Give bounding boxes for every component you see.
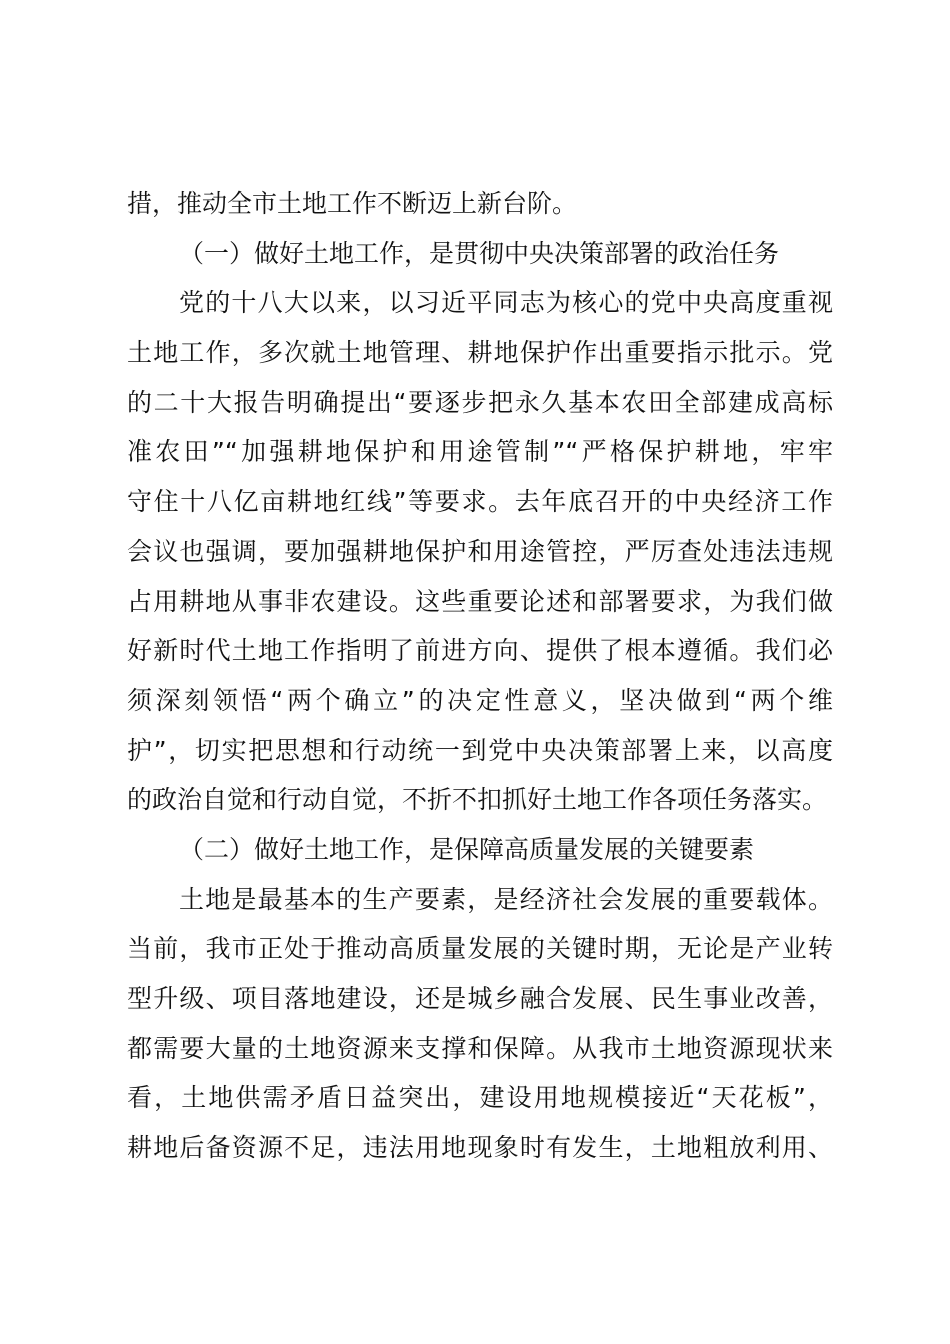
text-line: 土地工作，多次就土地管理、耕地保护作出重要指示批示。党 [127, 338, 833, 368]
text-line: 党的十八大以来，以习近平同志为核心的党中央高度重视 [179, 288, 833, 318]
text-line: 耕地后备资源不足，违法用地现象时有发生，土地粗放利用、 [127, 1133, 833, 1163]
text-line: 护”，切实把思想和行动统一到党中央决策部署上来，以高度 [127, 735, 833, 765]
text-line: 型升级、项目落地建设，还是城乡融合发展、民生事业改善， [127, 984, 833, 1013]
text-line: 守住十八亿亩耕地红线”等要求。去年底召开的中央经济工作 [127, 487, 833, 517]
section-heading-1: （一）做好土地工作，是贯彻中央决策部署的政治任务 [179, 238, 780, 268]
text-line: 措，推动全市土地工作不断迈上新台阶。 [127, 189, 578, 218]
text-line: 都需要大量的土地资源来支撑和保障。从我市土地资源现状来 [127, 1033, 833, 1063]
document-body [127, 179, 833, 1173]
text-line: 的政治自觉和行动自觉，不折不扣抓好土地工作各项任务落实。 [127, 785, 828, 815]
text-line: 准农田”“加强耕地保护和用途管制”“严格保护耕地，牢牢 [127, 437, 833, 467]
section-heading-2: （二）做好土地工作，是保障高质量发展的关键要素 [179, 834, 755, 864]
text-line: 须深刻领悟“两个确立”的决定性意义，坚决做到“两个维 [127, 685, 833, 715]
text-line: 的二十大报告明确提出“要逐步把永久基本农田全部建成高标 [127, 387, 833, 417]
text-line: 看，土地供需矛盾日益突出，建设用地规模接近“天花板”， [127, 1083, 833, 1113]
text-line: 会议也强调，要加强耕地保护和用途管控，严厉查处违法违规 [127, 536, 833, 566]
text-line: 好新时代土地工作指明了前进方向、提供了根本遵循。我们必 [127, 636, 833, 666]
text-line: 当前，我市正处于推动高质量发展的关键时期，无论是产业转 [127, 934, 833, 964]
text-line: 土地是最基本的生产要素，是经济社会发展的重要载体。 [179, 884, 833, 914]
text-line: 占用耕地从事非农建设。这些重要论述和部署要求，为我们做 [127, 586, 833, 616]
